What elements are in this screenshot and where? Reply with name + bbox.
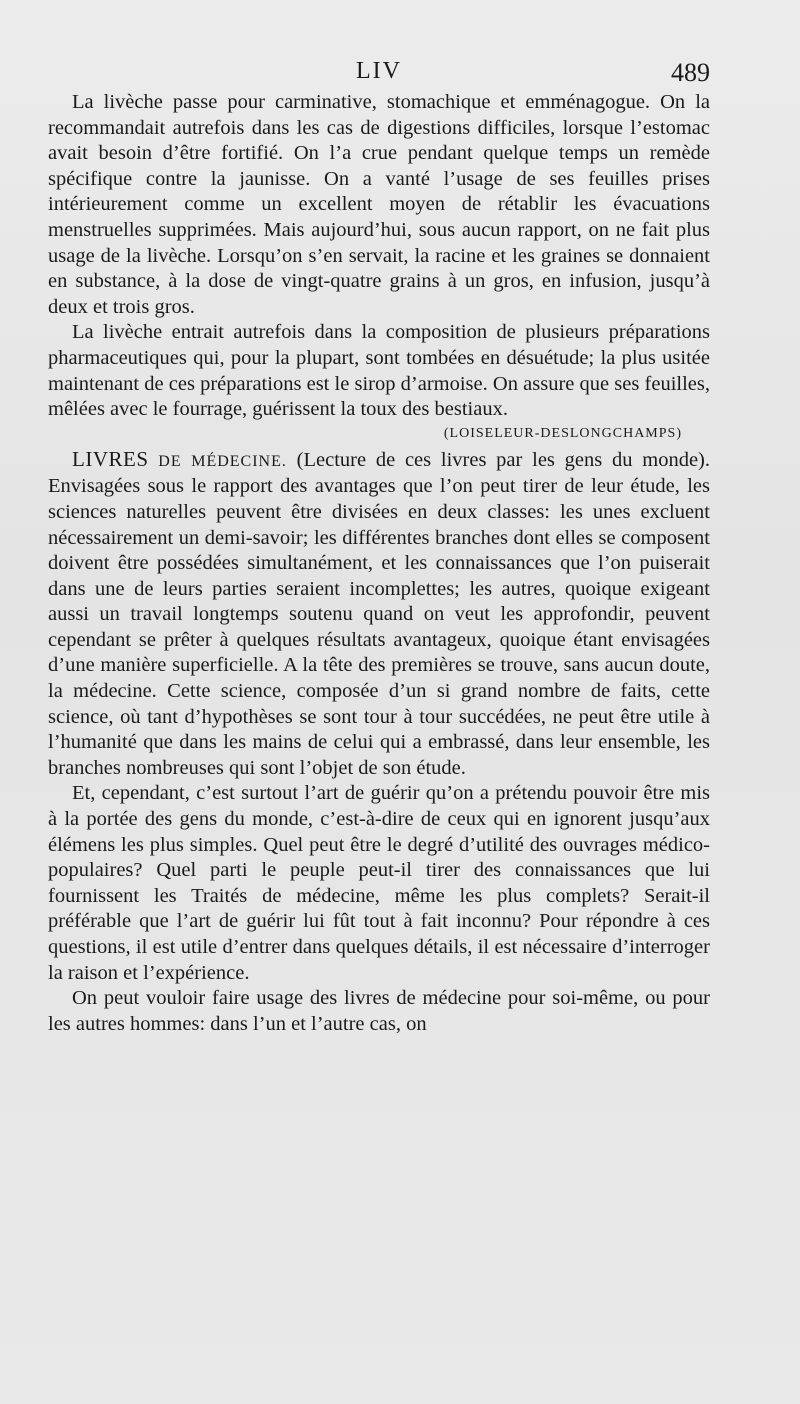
running-head: LIV — [356, 58, 402, 84]
paragraph-liveche-properties: La livèche passe pour carminative, stomachique et emménagogue. On la recommandait autrefois dans les cas de digestions difficiles, lorsque l’estomac avait besoin d’être fortifié. On l’a crue pendant quelque temps un remède spécifique contre la jaunisse. On a vanté l’usage de ses feuilles prises intérieurement comme un excellent moyen de rétablir les évacuations menstruelles supprimées. Mais aujourd’hui, sous aucun rapport, on ne fait plus usage de la livèche. Lorsqu’on s’en servait, la racine et les graines se donnaient en substance, à la dose de vingt-quatre grains à un gros, en infusion, jusqu’à deux et trois gros. — [48, 91, 710, 318]
paragraph-livres-de-medecine — [48, 447, 710, 782]
entry-subheading: DE MÉDECINE. — [158, 452, 287, 470]
paragraph-liveche-preparations: La livèche entrait autrefois dans la composition de plusieurs préparations pharmaceutiques qui, pour la plupart, sont tombées en désuétude; la plus usitée maintenant de ces préparations est le sirop d’armoise. On assure que ses feuilles, mêlées avec le fourrage, guérissent la toux des bestiaux. — [48, 321, 710, 421]
paragraph-livres-text: (Lecture de ces livres par les gens du monde). Envisagées sous le rapport des avantages que l’on peut tirer de leur étude, les sciences naturelles peuvent être divisées en deux classes: les unes excluent nécessairement un demi-savoir; les différentes branches dont elles se composent doivent être possédées simultanément, et les connaissances que l’on puiserait dans une de leurs parties seraient incomplettes; les autres, quoique exigeant aussi un travail longtemps soutenu quand on veut les approfondir, peuvent cependant se prêter à quelques résultats avantageux, quoique étant envisagées d’une manière superficielle. A la tête des premières se trouve, sans aucun doute, la médecine. Cette science, composée d’un si grand nombre de faits, cette science, où tant d’hypothèses se sont tour à tour succédées, ne peut être utile à l’humanité que dans les mains de celui qui a embrassé, dans leur ensemble, les branches nombreuses qui sont l’objet de son étude. — [48, 448, 710, 779]
entry-headword: LIVRES — [72, 446, 149, 471]
paragraph-art-de-guerir: Et, cependant, c’est surtout l’art de guérir qu’on a prétendu pouvoir être mis à la portée des gens du monde, c’est-à-dire de ceux qui en ignorent jusqu’aux élémens les plus simples. Quel peut être le degré d’utilité des ouvrages médico-populaires? Quel parti le peuple peut-il tirer des connaissances que lui fournissent les Traités de médecine, même les plus complets? Serait-il préférable que l’art de guérir lui fût tout à fait inconnu? Pour répondre à ces questions, il est utile d’entrer dans quelques détails, il est nécessaire d’interroger la raison et l’expérience. — [48, 782, 710, 984]
paragraph-usage-livres: On peut vouloir faire usage des livres de médecine pour soi-même, ou pour les autres hommes: dans l’un et l’autre cas, on — [48, 987, 710, 1035]
author-attribution: (LOISELEUR-DESLONGCHAMPS) — [443, 425, 682, 441]
page-header — [48, 58, 710, 92]
page-number: 489 — [671, 58, 710, 87]
body-text — [48, 90, 710, 1037]
